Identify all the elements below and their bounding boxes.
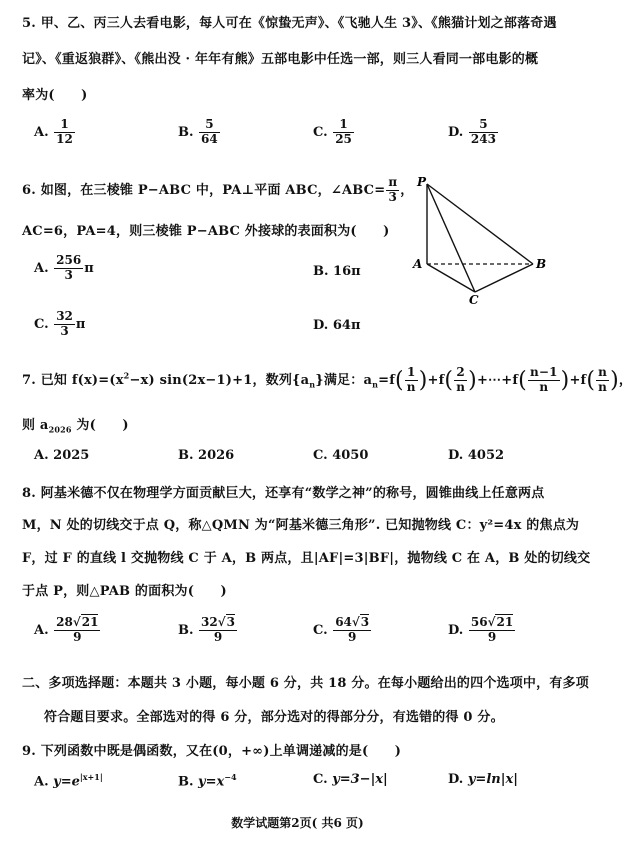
section-2-heading: 二、多项选择题：本题共 3 小题，每小题 6 分，共 18 分。在每小题给出的四个选项中，有多项 <box>22 676 589 691</box>
fraction: $\frac{1}{25}$ <box>335 117 352 146</box>
q8-line-3: F，过 F 的直线 l 交抛物线 C 于 A，B 两点，且|AF|=3|BF|，抛物线 C 在 A，B 处的切线交 <box>22 551 591 566</box>
q9-option-a: A. $y=e^{|x+1|}$ <box>34 772 103 790</box>
q6-option-a: A. $\frac{256}{3}$ π <box>34 253 94 282</box>
q7-option-a: A. 2025 <box>34 448 90 463</box>
q8-line-2: M，N 处的切线交于点 Q，称△QMN 为“阿基米德三角形”. 已知抛物线 C：y²=4x 的焦点为 <box>22 518 580 533</box>
option-label: B. <box>178 124 194 140</box>
q8-option-c: C. $\frac{64√3}{9}$ <box>313 615 370 644</box>
label-a: A <box>413 257 423 271</box>
fraction: $\frac{64√3}{9}$ <box>335 615 370 644</box>
q7-line-1: 7. 已知 $f(x)=(x^2-x)$ sin(2x−1)+1，数列$\{a_n\}$满足：$a_n=f$( $\frac{1}{n}$ )+f( $\frac{2}{n}$ )+⋯+f( $\frac{n-1}{n}$ )+f( $\frac{n}{n}$ )， <box>22 365 632 394</box>
fraction: $\frac{56√21}{9}$ <box>470 615 514 644</box>
q9-option-b: B. $y=x^{-4}$ <box>178 772 237 790</box>
q5-option-c <box>313 118 355 147</box>
q8-option-a: A. $\frac{28√21}{9}$ <box>34 615 99 644</box>
q5-option-a <box>34 118 76 147</box>
q5-line-1: 5. 甲、乙、丙三人去看电影，每人可在《惊蛰无声》、《飞驰人生 3》、《熊猫计划之部落奇遇 <box>22 16 557 31</box>
q9-line-1: 9. 下列函数中既是偶函数，又在(0，+∞)上单调递减的是( ) <box>22 744 402 759</box>
q6-line-2: AC=6，PA=4，则三棱锥 P−ABC 外接球的表面积为( ) <box>22 224 390 239</box>
fraction: $\frac{32√3}{9}$ <box>201 615 235 644</box>
edge-cb <box>475 264 533 292</box>
q6-option-c: C. $\frac{32}{3}$ π <box>34 309 86 338</box>
fraction: $\frac{256}{3}$ <box>56 253 82 282</box>
edge-ac <box>427 264 475 292</box>
fraction: $\frac{2}{n}$ <box>456 365 466 394</box>
option-label: D. <box>448 124 464 140</box>
q6-option-b: B. 16π <box>313 264 361 279</box>
q9-option-d: D. y=ln|x| <box>448 772 518 787</box>
q8-line-4: 于点 P，则△PAB 的面积为( ) <box>22 584 227 599</box>
page-footer: 数学试题第2页( 共6 页) <box>231 816 364 830</box>
q5-line-3: 率为( ) <box>22 88 88 103</box>
section-2-instructions: 符合题目要求。全部选对的得 6 分，部分选对的得部分分，有选错的得 0 分。 <box>44 710 504 725</box>
q6-line-1: 6. 如图，在三棱锥 P−ABC 中，PA⊥平面 ABC，∠ABC= $\frac{\pi}{3}$ ， <box>22 175 414 204</box>
fraction: $\frac{1}{12}$ <box>56 117 73 146</box>
q5-option-b <box>178 118 221 147</box>
fraction: $\frac{1}{n}$ <box>406 365 416 394</box>
option-label: A. <box>34 124 49 140</box>
q7-option-d: D. 4052 <box>448 448 505 463</box>
edge-pc <box>427 184 475 292</box>
q7-option-c: C. 4050 <box>313 448 369 463</box>
q5-line-2: 记》、《重返狼群》、《熊出没 · 年年有熊》五部电影中任选一部，则三人看同一部电影的概 <box>22 52 539 67</box>
q9-option-c: C. y=3−|x| <box>313 772 388 787</box>
fraction: $\frac{n-1}{n}$ <box>529 365 558 394</box>
fraction: $\frac{28√21}{9}$ <box>56 615 99 644</box>
q7-option-b: B. 2026 <box>178 448 235 463</box>
q8-option-b: B. $\frac{32√3}{9}$ <box>178 615 235 644</box>
q6-option-d: D. 64π <box>313 318 361 333</box>
q5-option-d <box>448 118 499 147</box>
fraction: $\frac{32}{3}$ <box>56 309 73 338</box>
fraction: $\frac{\pi}{3}$ <box>388 175 398 204</box>
label-c: C <box>469 293 479 307</box>
option-label: C. <box>313 124 328 140</box>
q8-line-1: 8. 阿基米德不仅在物理学方面贡献巨大，还享有“数学之神”的称号，圆锥曲线上任意两点 <box>22 486 545 501</box>
pyramid-figure <box>405 170 565 310</box>
label-b: B <box>536 257 547 271</box>
q8-option-d: D. $\frac{56√21}{9}$ <box>448 615 514 644</box>
q7-line-2: 则 $a_{2026}$ 为( ) <box>22 418 129 435</box>
edge-pb <box>427 184 533 264</box>
fraction: $\frac{5}{64}$ <box>201 117 218 146</box>
label-p: P <box>417 175 427 189</box>
fraction: $\frac{n}{n}$ <box>598 365 608 394</box>
fraction: $\frac{5}{243}$ <box>470 117 496 146</box>
